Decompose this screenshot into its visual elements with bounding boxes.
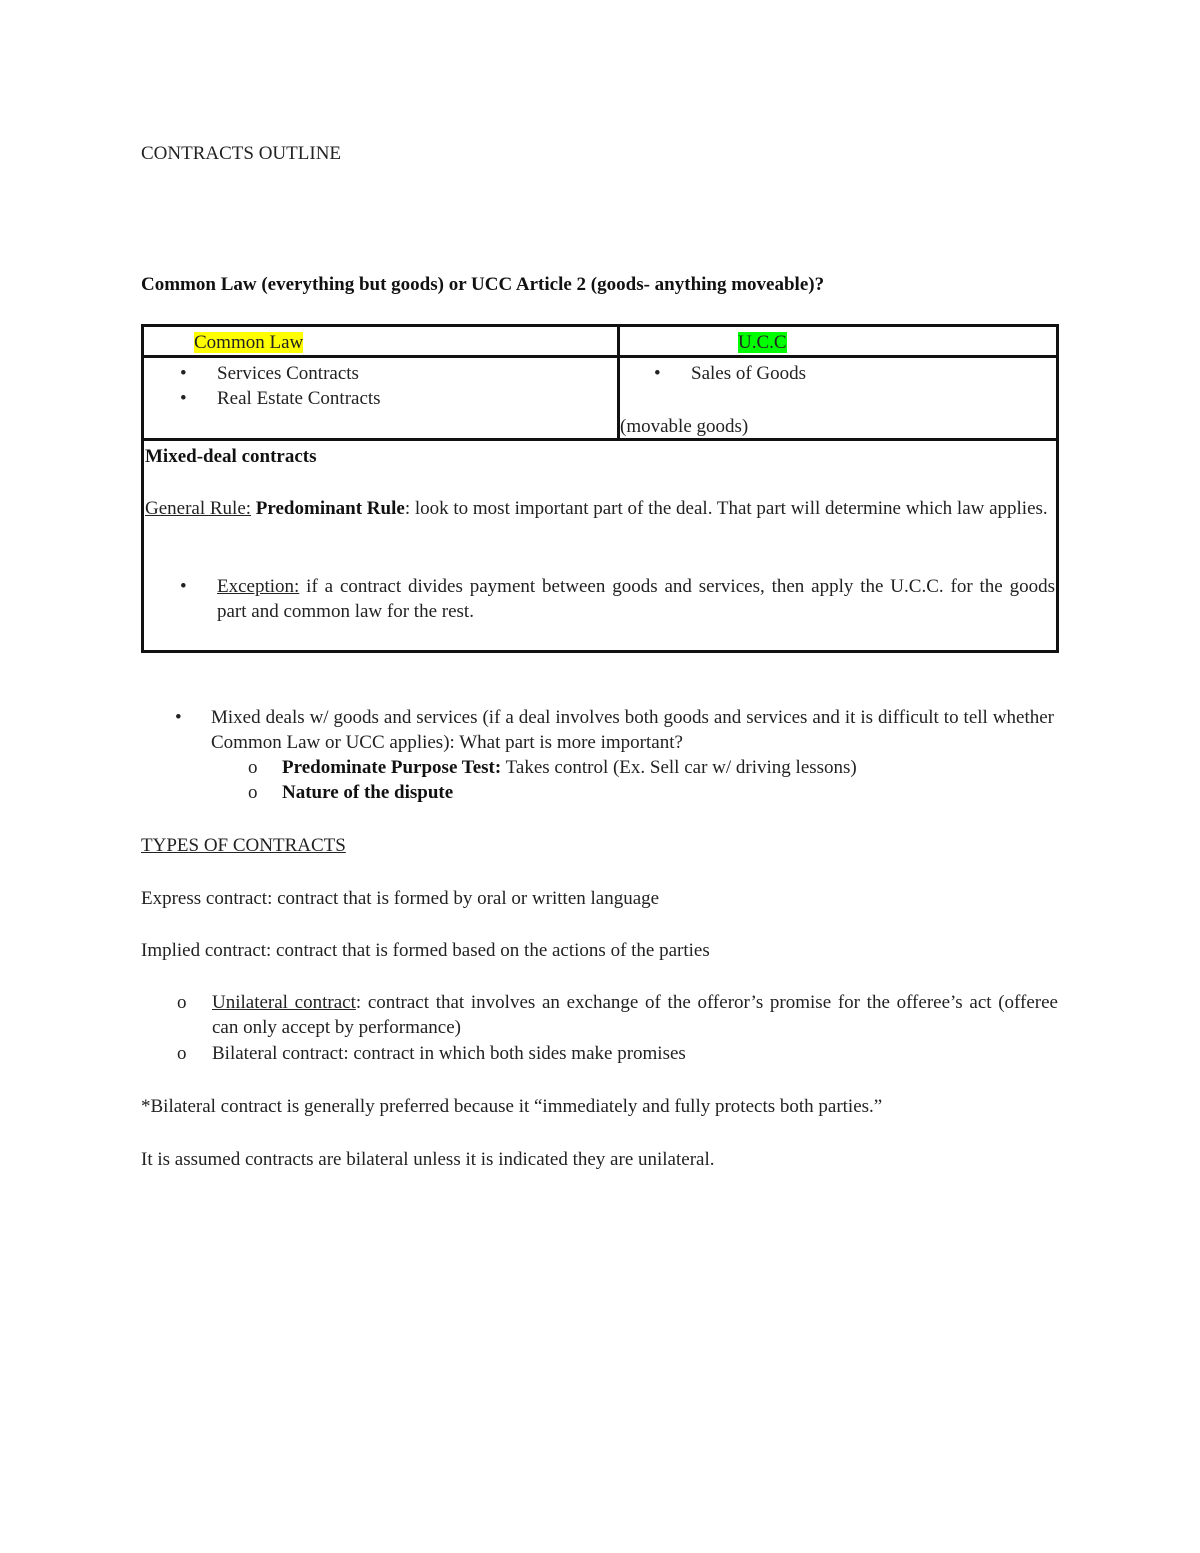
express-definition: Express contract: contract that is formed by oral or written language — [141, 888, 660, 909]
bilateral-note: *Bilateral contract is generally preferred because it “immediately and fully protects both parties.” — [141, 1096, 883, 1117]
law-comparison-table: Common Law U.C.C • Services Contracts • Real Estate Contracts • Sales of Goods (movable goods) Mixed-deal contracts General Rule: Predominant Rule: look to most important part of the deal. That part will determine which law applies. • Exception: if a contract divides payment between goods and services, then apply the U.C.C. for the goods part and common law for the rest. — [141, 324, 1059, 653]
table-divider — [144, 438, 1056, 441]
types-heading: TYPES OF CONTRACTS — [141, 835, 346, 856]
common-law-header: Common Law — [194, 332, 304, 353]
table-divider — [144, 355, 1056, 358]
section-heading: Common Law (everything but goods) or UCC Article 2 (goods- anything moveable)? — [141, 274, 825, 295]
document-title: CONTRACTS OUTLINE — [141, 143, 342, 164]
general-rule: General Rule: Predominant Rule: look to most important part of the deal. That part will determine which law applies. — [145, 498, 1048, 519]
mixed-deal-title: Mixed-deal contracts — [145, 446, 317, 467]
ucc-note: (movable goods) — [620, 416, 749, 437]
ucc-header: U.C.C — [738, 332, 787, 353]
assumption-text: It is assumed contracts are bilateral unless it is indicated they are unilateral. — [141, 1149, 715, 1170]
document-page: CONTRACTS OUTLINE Common Law (everything but goods) or UCC Article 2 (goods- anything moveable)? Common Law U.C.C • Services Contracts • Real Estate Contracts • Sales of Goods (movable goods) Mixed-deal contracts General Rule: Predominant Rule: look to most important part of the deal. That part will determine which law applies. • Exception: if a contract divides payment between goods and services, then apply the U.C.C. for the goods part and common law for the rest. • Mixed deals w/ goods and services (if a deal involves both goods and services and it is difficult to tell whether Common Law or UCC applies): What part is more important? o Predominate Purpose Test: Takes control (Ex. Sell car w/ driving lessons) o Nature of the dispute TYPES OF CONTRACTS Express contract: contract that is formed by oral or written language Implied contract: contract that is formed based on the actions of the parties o Unilateral contract: contract that involves an exchange of the offeror’s promise for the offeree’s act (offeree can only accept by performance) o Bilateral contract: contract in which both sides make promises *Bilateral contract is generally preferred because it “immediately and fully protects both parties.” It is assumed contracts are bilateral unless it is indicated they are unilateral. — [0, 0, 1200, 1553]
implied-definition: Implied contract: contract that is formed based on the actions of the parties — [141, 940, 710, 961]
